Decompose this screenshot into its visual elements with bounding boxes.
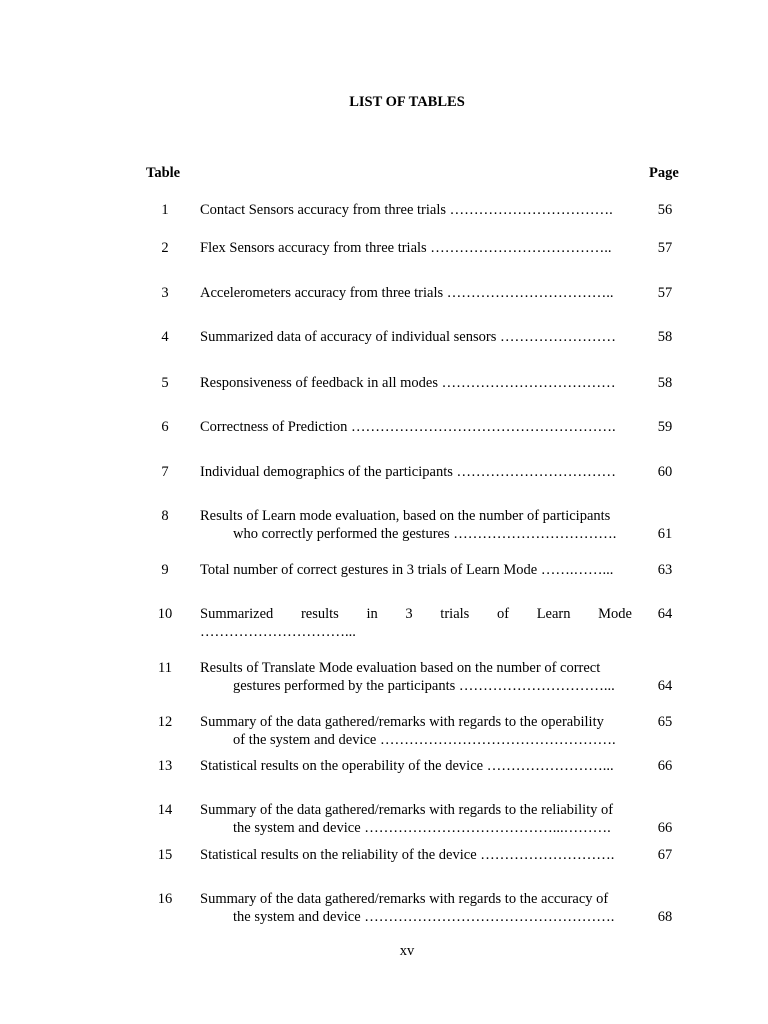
table-caption-continued: …………………………... — [200, 624, 356, 640]
page-number: 64 — [657, 606, 673, 622]
page-number: 56 — [657, 202, 673, 218]
table-caption: Total number of correct gestures in 3 trials of Learn Mode …….……... — [200, 562, 614, 578]
table-caption: Contact Sensors accuracy from three trials ……………………………. — [200, 202, 613, 218]
table-caption-continued: of the system and device …………………………………………. — [233, 732, 616, 748]
table-number: 13 — [157, 758, 173, 774]
table-caption-continued: the system and device …………………………………...………. — [233, 820, 611, 836]
table-caption: Results of Translate Mode evaluation based on the number of correct — [200, 660, 601, 676]
table-number: 12 — [157, 714, 173, 730]
table-caption: Correctness of Prediction ………………………………………………. — [200, 419, 616, 435]
table-number: 11 — [158, 660, 172, 676]
table-number: 9 — [161, 562, 169, 578]
page-number: 61 — [657, 526, 673, 542]
table-caption: Results of Learn mode evaluation, based on the number of participants — [200, 508, 611, 524]
table-caption-continued: the system and device ……………………………………………. — [233, 909, 615, 925]
table-caption: Flex Sensors accuracy from three trials ……………………………….. — [200, 240, 612, 256]
table-caption-continued: who correctly performed the gestures ……………………………. — [233, 526, 617, 542]
table-number: 14 — [157, 802, 173, 818]
page-number: 67 — [657, 847, 673, 863]
table-number: 3 — [161, 285, 169, 301]
table-column-header: Table — [146, 165, 181, 181]
table-caption: Summary of the data gathered/remarks with regards to the reliability of — [200, 802, 614, 818]
page-number: 59 — [657, 419, 673, 435]
page-number: 58 — [657, 329, 673, 345]
table-number: 5 — [161, 375, 169, 391]
page-number: 66 — [657, 820, 673, 836]
document-page-number: xv — [399, 943, 415, 959]
page-title: LIST OF TABLES — [349, 94, 465, 110]
table-number: 4 — [161, 329, 169, 345]
page-number: 63 — [657, 562, 673, 578]
table-number: 7 — [161, 464, 169, 480]
table-number: 10 — [157, 606, 173, 622]
page-column-header: Page — [649, 165, 679, 181]
table-caption: Statistical results on the operability of the device ……………………... — [200, 758, 614, 774]
table-number: 15 — [157, 847, 173, 863]
page-number: 64 — [657, 678, 673, 694]
table-number: 6 — [161, 419, 169, 435]
page-number: 66 — [657, 758, 673, 774]
table-caption: Summary of the data gathered/remarks with regards to the accuracy of — [200, 891, 609, 907]
page-number: 57 — [657, 285, 673, 301]
table-number: 2 — [161, 240, 169, 256]
table-number: 16 — [157, 891, 173, 907]
table-caption: Accelerometers accuracy from three trials …………………………….. — [200, 285, 614, 301]
table-caption: Summarized results in 3 trials of Learn Mode — [200, 606, 632, 622]
page-number: 60 — [657, 464, 673, 480]
table-caption: Summary of the data gathered/remarks with regards to the operability — [200, 714, 604, 730]
table-caption: Statistical results on the reliability of the device ………………………. — [200, 847, 615, 863]
table-caption: Summarized data of accuracy of individual sensors …………………… — [200, 329, 616, 345]
table-caption-continued: gestures performed by the participants …………………………... — [233, 678, 615, 694]
table-number: 8 — [161, 508, 169, 524]
table-caption: Individual demographics of the participants …………………………… — [200, 464, 616, 480]
page-number: 68 — [657, 909, 673, 925]
page-number: 65 — [657, 714, 673, 730]
page-number: 57 — [657, 240, 673, 256]
table-number: 1 — [161, 202, 169, 218]
page-number: 58 — [657, 375, 673, 391]
table-caption: Responsiveness of feedback in all modes ……………………………… — [200, 375, 616, 391]
